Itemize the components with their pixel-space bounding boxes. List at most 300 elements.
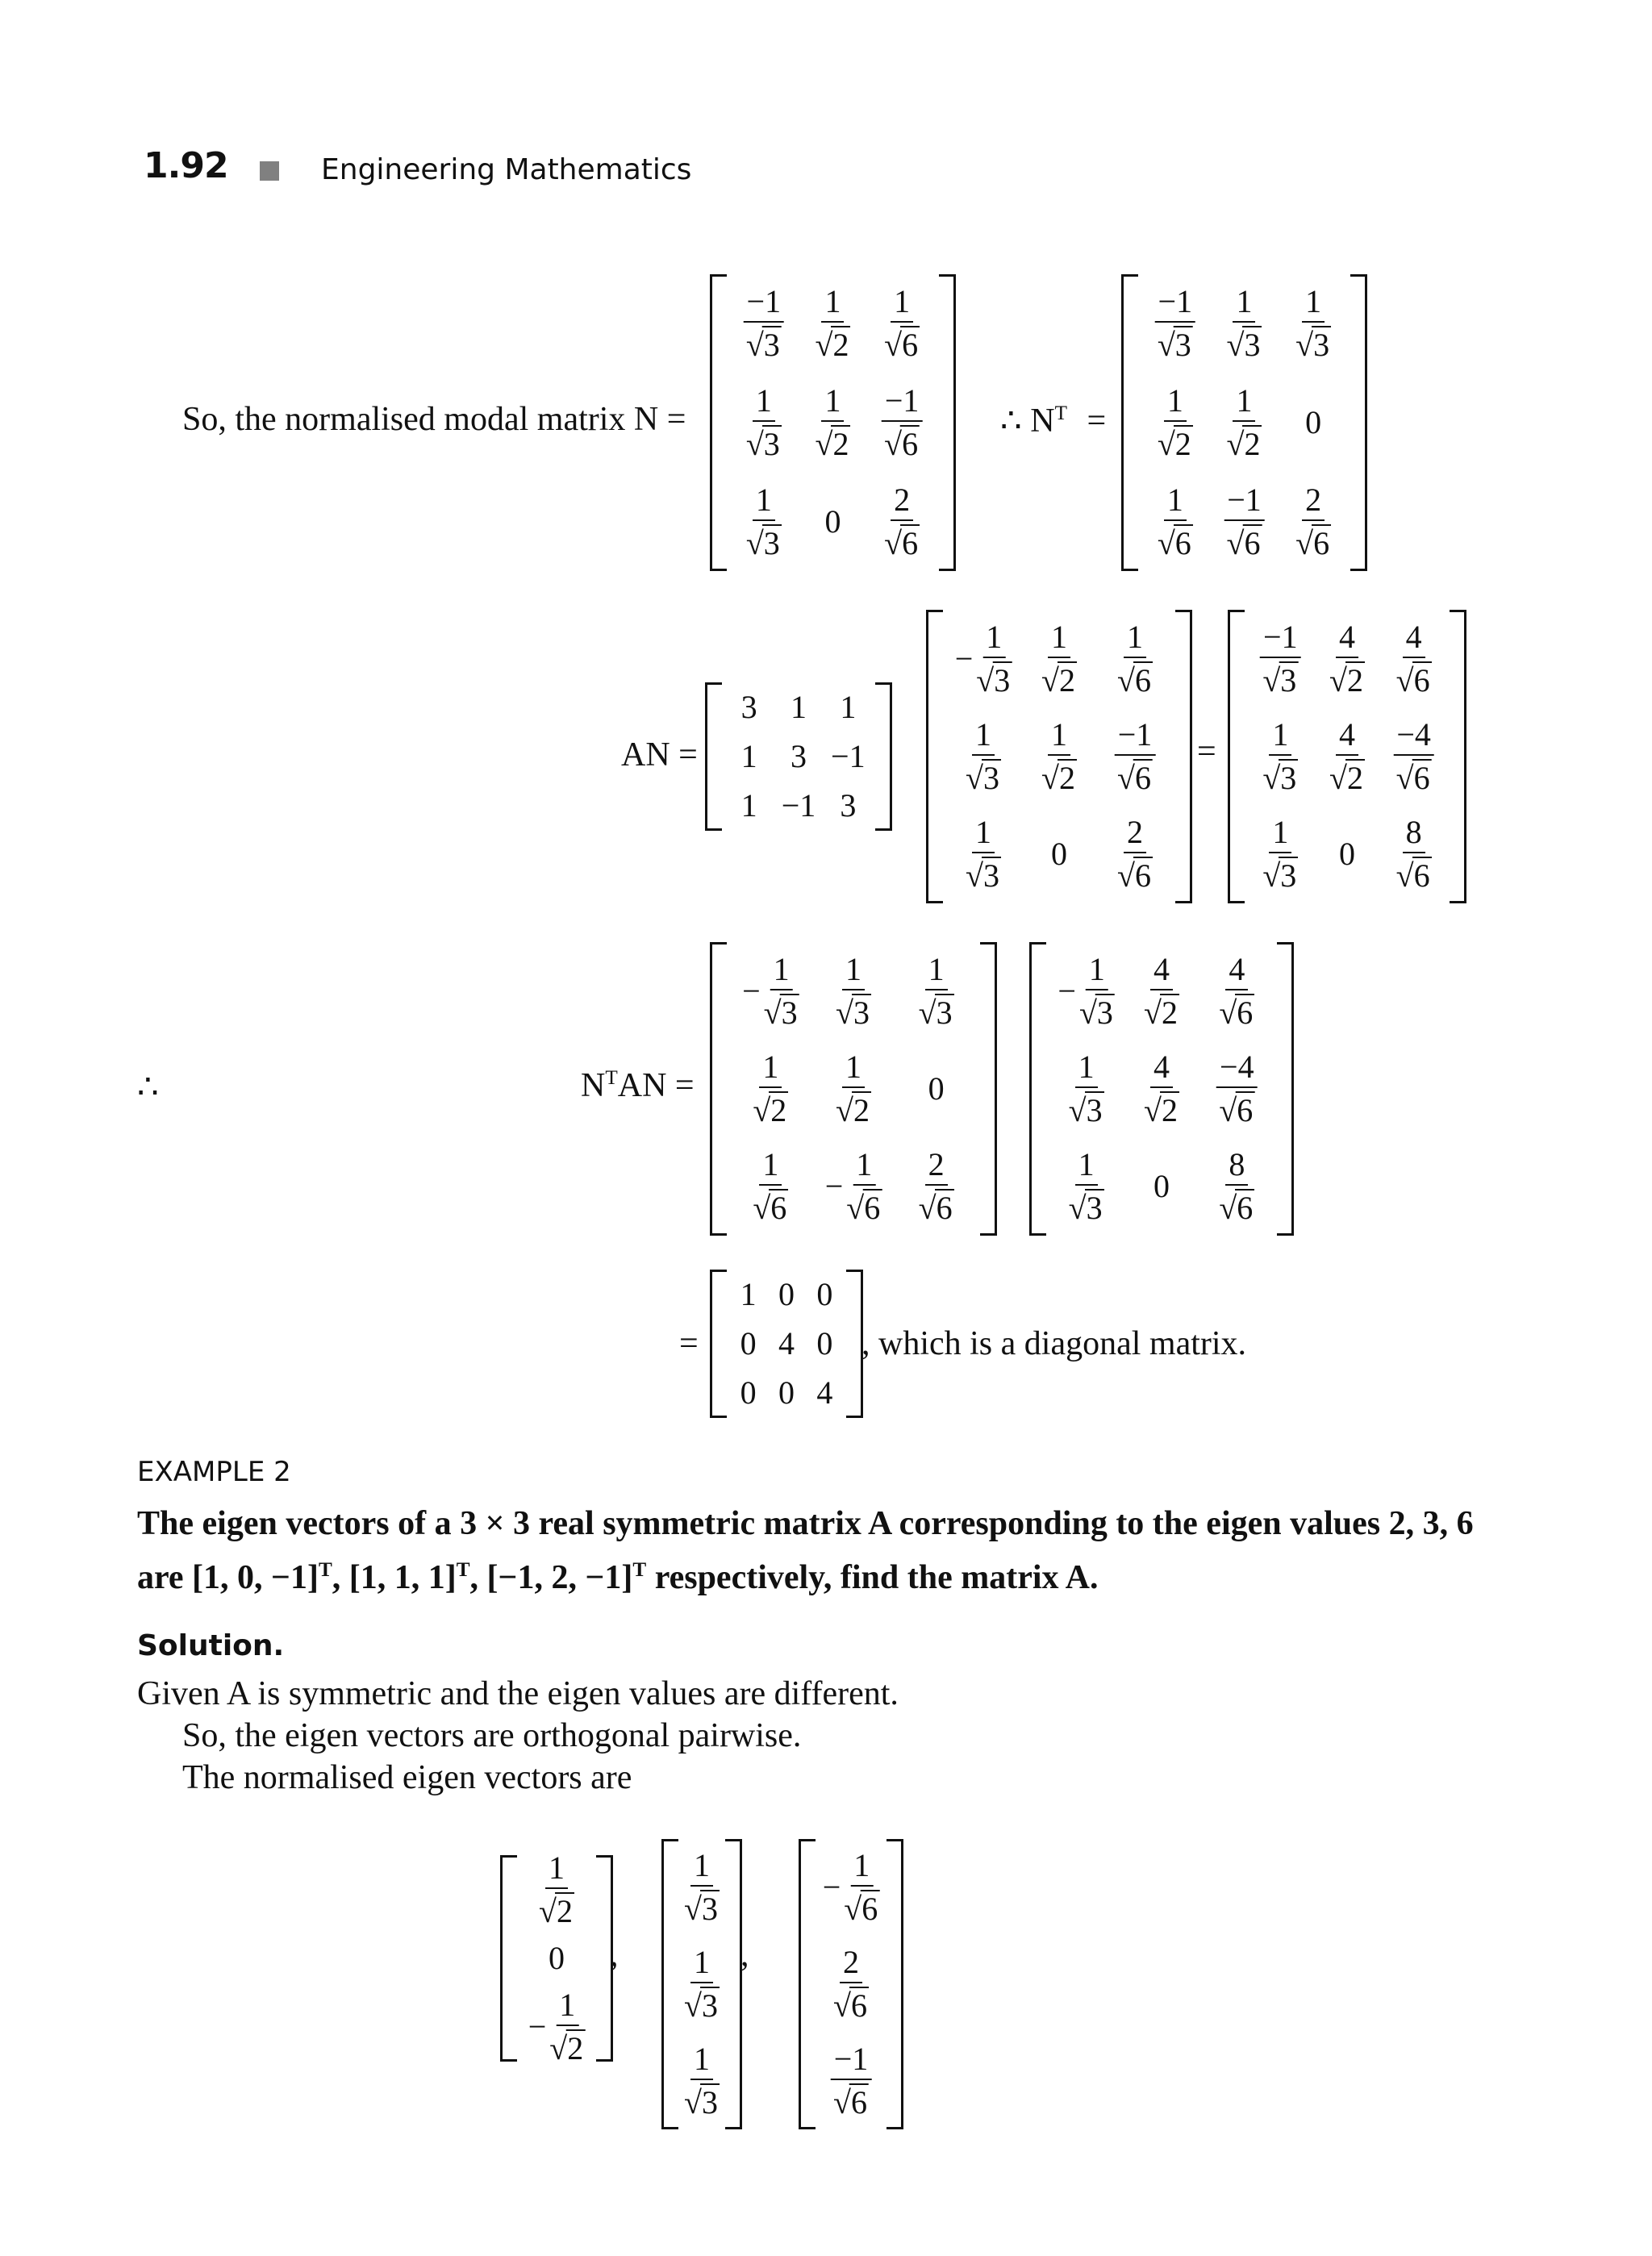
numerator: 2	[891, 484, 913, 521]
sqrt	[746, 524, 782, 560]
matrix-cell	[1226, 382, 1262, 462]
matrix-entry: 1	[740, 787, 757, 824]
matrix-cell	[831, 740, 866, 773]
sqrt	[836, 1091, 871, 1127]
denominator	[1117, 853, 1153, 892]
numerator: −1	[831, 2043, 872, 2080]
numerator: 2	[1302, 484, 1325, 521]
radicand: 3	[701, 1987, 718, 2024]
question-line-1: The eigen vectors of a 3 × 3 real symmetric matrix A corresponding to the eigen values 2, 3, 6	[137, 1505, 1474, 1542]
numerator: 1	[1302, 286, 1325, 323]
sqrt	[1262, 857, 1298, 892]
right-bracket	[939, 274, 956, 571]
sqrt	[753, 1091, 788, 1127]
denominator	[966, 756, 1001, 794]
denominator	[833, 1983, 869, 2022]
matrix-N-repeat	[926, 610, 1192, 903]
radicand: 2	[1346, 760, 1363, 796]
normalised-modal-text: So, the normalised modal matrix N =	[182, 401, 686, 438]
radical-sign: √	[884, 426, 903, 462]
right-bracket	[1175, 610, 1192, 903]
question-line-2	[137, 1547, 1541, 1601]
matrix-cell	[1216, 1051, 1258, 1127]
radicand: 6	[1237, 1092, 1254, 1128]
matrix-entry: 0	[740, 1325, 757, 1362]
sqrt	[1158, 425, 1193, 461]
radicand: 6	[1413, 857, 1430, 894]
fraction	[976, 618, 1012, 698]
radical-sign: √	[684, 1987, 702, 2024]
sqrt	[1068, 1189, 1104, 1227]
radical-sign: √	[745, 524, 764, 561]
fraction	[815, 283, 851, 364]
denominator	[1144, 990, 1179, 1029]
radical-sign: √	[753, 1092, 771, 1128]
matrix-entry	[1393, 716, 1434, 796]
radical-sign: √	[1157, 524, 1175, 561]
fraction	[1155, 283, 1196, 364]
matrix-entry	[815, 382, 851, 462]
numerator: 1	[1269, 816, 1291, 853]
numerator: 1	[842, 1051, 865, 1088]
radical-sign: √	[1329, 661, 1347, 698]
matrix-cell	[928, 1070, 945, 1107]
fraction	[1068, 1146, 1104, 1227]
matrix-cell	[824, 1146, 882, 1227]
radicand: 6	[1413, 661, 1430, 698]
matrix-cell	[1295, 481, 1331, 561]
matrix-cell	[1155, 283, 1196, 364]
matrix-cell	[833, 1946, 869, 2022]
radicand: 6	[770, 1190, 787, 1227]
radicand: 6	[1174, 524, 1191, 561]
matrix-entry	[684, 1944, 720, 2024]
matrix-entry	[824, 1146, 882, 1227]
radicand: 6	[902, 426, 919, 462]
matrix-entry	[836, 950, 871, 1031]
radical-sign: √	[846, 1190, 865, 1227]
sqrt	[549, 2029, 585, 2065]
radical-sign: √	[684, 2084, 702, 2120]
matrix-entry	[1295, 283, 1331, 364]
fraction	[1226, 382, 1262, 462]
sqrt	[1262, 661, 1298, 697]
matrix-cell	[740, 1275, 757, 1312]
matrix-entry	[1041, 618, 1077, 698]
fraction	[1262, 716, 1298, 796]
matrix-cell	[740, 1374, 757, 1412]
matrix-cell	[823, 1849, 880, 1925]
matrix-AN-result-repeat	[1029, 942, 1294, 1236]
matrix-entry: 0	[824, 502, 841, 540]
matrix-entry	[539, 1849, 574, 1929]
matrix-entry	[1068, 1146, 1104, 1227]
sqrt	[1117, 661, 1153, 697]
matrix-entry	[1219, 1146, 1254, 1227]
matrix-entry	[753, 1049, 788, 1128]
matrix-cell	[1058, 950, 1115, 1031]
matrix-cell	[840, 787, 857, 824]
radicand: 6	[1134, 661, 1151, 698]
matrix-cell	[1144, 950, 1179, 1031]
numerator: 1	[891, 286, 913, 323]
fraction	[1078, 950, 1115, 1031]
example-question	[137, 1500, 1541, 1601]
fraction	[684, 2043, 720, 2119]
radicand: 3	[982, 760, 999, 796]
radical-sign: √	[745, 426, 764, 462]
matrix-entry	[745, 481, 782, 561]
denominator	[919, 990, 954, 1029]
denominator	[815, 323, 851, 364]
radicand: 6	[1313, 524, 1330, 561]
numerator: 8	[1225, 1149, 1248, 1186]
fraction	[884, 283, 920, 364]
matrix-cell	[1117, 816, 1153, 892]
sqrt	[745, 326, 782, 364]
matrix-entry	[884, 481, 920, 561]
radicand: 2	[556, 1892, 573, 1929]
matrix-entry: 0	[816, 1275, 833, 1312]
denominator	[1396, 853, 1432, 892]
denominator	[884, 323, 920, 364]
radicand: 3	[763, 524, 780, 561]
radicand: 2	[1161, 1092, 1178, 1128]
sqrt	[919, 994, 954, 1029]
radicand: 2	[1346, 661, 1363, 698]
sqrt	[753, 1189, 788, 1227]
sqrt	[684, 1890, 720, 1925]
sqrt	[1396, 857, 1432, 892]
solution-line-2: So, the eigen vectors are orthogonal pairwise.	[182, 1717, 802, 1754]
denominator	[816, 422, 851, 461]
matrix-entry	[884, 283, 920, 364]
matrix-entry: 1	[740, 1275, 757, 1312]
matrix-cell	[1226, 283, 1262, 364]
fraction	[1262, 816, 1298, 892]
radical-sign: √	[836, 994, 853, 1031]
denominator	[1396, 756, 1432, 794]
numerator: 1	[759, 1149, 782, 1186]
numerator: 4	[1336, 621, 1358, 658]
matrix-cell	[791, 740, 807, 773]
sqrt	[1396, 759, 1432, 794]
sqrt	[833, 2083, 869, 2119]
matrix-cell	[815, 283, 851, 364]
denominator	[539, 1889, 574, 1928]
radical-sign: √	[884, 327, 903, 364]
sqrt	[918, 1189, 954, 1227]
radical-sign: √	[976, 661, 995, 698]
sqrt	[846, 1189, 882, 1227]
matrix-cell	[816, 1374, 833, 1412]
matrix-A	[705, 682, 892, 831]
matrix-cell	[1051, 836, 1067, 873]
denominator	[1226, 323, 1262, 364]
matrix-cell	[1068, 1146, 1104, 1227]
sqrt	[884, 425, 920, 461]
numerator: 1	[972, 816, 995, 853]
radicand: 2	[832, 327, 849, 364]
matrix-entry	[1216, 1049, 1258, 1128]
transpose-sup: T	[632, 1559, 647, 1581]
radical-sign: √	[1395, 857, 1414, 894]
numerator: 1	[690, 2043, 713, 2080]
fraction	[884, 481, 920, 561]
sqrt	[1219, 1091, 1254, 1127]
matrix-cell	[740, 688, 757, 725]
matrix-cell	[1115, 716, 1156, 796]
radicand: 6	[850, 1987, 867, 2024]
transpose-sup: T	[1054, 402, 1067, 424]
matrix-cell	[528, 1989, 586, 2065]
matrix-entry: 4	[816, 1374, 833, 1412]
radicand: 3	[1086, 1190, 1103, 1227]
radicand: 6	[902, 524, 919, 561]
radicand: 6	[1134, 760, 1151, 796]
radicand: 6	[1237, 1190, 1254, 1227]
fraction	[1041, 716, 1077, 796]
matrix-cell	[1144, 1051, 1179, 1127]
matrix-cell	[840, 688, 857, 725]
matrix-entry: 0	[1339, 836, 1355, 873]
denominator	[1329, 658, 1365, 697]
numerator: 1	[1164, 484, 1187, 521]
sqrt	[976, 661, 1012, 697]
matrix-cell	[778, 1275, 795, 1312]
radical-sign: √	[1144, 994, 1162, 1031]
fraction	[831, 2043, 872, 2119]
matrix-cell	[1219, 1146, 1254, 1227]
radical-sign: √	[1226, 524, 1245, 561]
numerator: 1	[1048, 719, 1070, 756]
radicand: 6	[902, 327, 919, 364]
radicand: 3	[853, 994, 870, 1031]
fraction	[833, 1946, 869, 2022]
matrix-entry: 0	[549, 1940, 565, 1976]
numerator: 1	[1086, 953, 1108, 990]
NTAN-N: N	[581, 1067, 606, 1104]
denominator	[1157, 323, 1193, 364]
denominator	[976, 658, 1012, 697]
solution-line-3: The normalised eigen vectors are	[182, 1759, 632, 1796]
matrix-NT	[1121, 274, 1367, 571]
NTAN-rest: AN =	[617, 1067, 695, 1104]
radicand: 3	[1086, 1092, 1103, 1128]
left-bracket	[1228, 610, 1245, 903]
denominator	[1158, 521, 1193, 560]
fraction	[1157, 382, 1193, 462]
transpose-sup: T	[456, 1559, 470, 1581]
matrix-entry	[833, 1944, 869, 2024]
radicand: 3	[763, 426, 780, 462]
right-bracket	[1450, 610, 1466, 903]
sqrt	[1226, 326, 1262, 364]
radical-sign: √	[1262, 661, 1281, 698]
matrix-cell	[778, 1374, 795, 1412]
denominator	[836, 990, 871, 1029]
fraction	[1329, 716, 1365, 796]
fraction	[1295, 283, 1331, 364]
fraction	[918, 1146, 954, 1227]
matrix-entry	[1295, 481, 1331, 561]
matrix-cell	[781, 787, 816, 824]
radical-sign: √	[1157, 327, 1175, 364]
radical-sign: √	[753, 1190, 771, 1227]
denominator	[1079, 990, 1115, 1029]
fraction	[1224, 481, 1265, 561]
radicand: 3	[763, 327, 780, 364]
sqrt	[1041, 759, 1077, 794]
matrix-entry	[966, 716, 1001, 796]
denominator	[1117, 756, 1153, 794]
radical-sign: √	[1068, 1190, 1087, 1227]
fraction	[966, 816, 1001, 892]
matrix-entry	[954, 618, 1012, 698]
eigen-vector-3	[799, 1839, 903, 2129]
fraction	[1144, 950, 1179, 1031]
left-bracket	[710, 274, 727, 571]
sqrt	[816, 425, 851, 461]
sqrt	[1079, 994, 1115, 1029]
matrix-AN-result	[1228, 610, 1466, 903]
radical-sign: √	[1041, 661, 1059, 698]
matrix-entry	[1395, 814, 1432, 894]
matrix-entry: −1	[781, 787, 816, 824]
radical-sign: √	[1219, 1092, 1237, 1128]
matrix-cell	[1329, 716, 1365, 796]
radical-sign: √	[1157, 426, 1175, 462]
sqrt	[1219, 994, 1254, 1029]
sqrt	[836, 994, 871, 1029]
sqrt	[1329, 759, 1365, 794]
radical-sign: √	[1117, 857, 1135, 894]
matrix-entry	[745, 382, 782, 462]
radicand: 6	[864, 1190, 881, 1227]
denominator	[1227, 422, 1262, 461]
fraction	[745, 481, 782, 561]
numerator: 4	[1150, 1051, 1173, 1088]
radical-sign: √	[918, 994, 937, 1031]
radicand: 3	[1280, 857, 1297, 894]
radical-sign: √	[1295, 327, 1314, 364]
fraction	[836, 1051, 871, 1127]
sqrt	[684, 1987, 720, 2022]
minus-sign: −	[528, 2008, 547, 2045]
fraction	[1219, 950, 1254, 1031]
fraction	[1069, 1051, 1104, 1127]
matrix-entry: 3	[791, 738, 807, 774]
matrix-entry	[1058, 950, 1115, 1031]
radical-sign: √	[1395, 760, 1414, 796]
matrix-cell	[549, 1942, 565, 1975]
numerator: 1	[821, 385, 844, 422]
denominator	[753, 1088, 788, 1127]
numerator: 2	[925, 1149, 948, 1186]
numerator: 1	[690, 1946, 713, 1983]
matrix-cell	[740, 1325, 757, 1362]
minus-sign: −	[742, 972, 761, 1009]
numerator: 1	[842, 953, 865, 990]
left-bracket	[1029, 942, 1046, 1236]
radicand: 3	[1313, 327, 1330, 364]
numerator: −4	[1216, 1051, 1258, 1088]
matrix-cell	[1339, 836, 1355, 873]
matrix-cell	[836, 1051, 871, 1127]
radicand: 3	[994, 661, 1011, 698]
fraction	[753, 1146, 788, 1227]
numerator: 1	[545, 1852, 568, 1889]
matrix-cell	[1329, 618, 1365, 698]
denominator	[1158, 422, 1193, 461]
matrix-cell	[831, 2043, 872, 2119]
numerator: 1	[1048, 621, 1070, 658]
therefore-symbol: ∴	[137, 1069, 159, 1106]
sqrt	[1329, 661, 1365, 697]
sqrt	[684, 2083, 720, 2119]
fraction	[966, 716, 1001, 796]
numerator: 1	[556, 1989, 578, 2026]
sqrt	[844, 1890, 879, 1925]
numerator: −4	[1393, 719, 1434, 756]
left-bracket	[710, 1270, 727, 1418]
matrix-entry: 4	[778, 1325, 795, 1362]
matrix-entry	[822, 1847, 880, 1927]
radicand: 2	[853, 1092, 870, 1128]
matrix-entry	[1115, 716, 1156, 796]
matrix-cell	[1041, 618, 1077, 698]
fraction	[836, 950, 871, 1031]
matrix-cell	[745, 382, 782, 462]
radical-sign: √	[1395, 661, 1414, 698]
matrix-entry: 0	[1153, 1168, 1170, 1205]
diagonal-matrix-text: , which is a diagonal matrix.	[861, 1325, 1247, 1362]
sqrt	[1117, 857, 1153, 892]
matrix-cell	[753, 1051, 788, 1127]
radical-sign: √	[1226, 426, 1245, 462]
radical-sign: √	[1117, 760, 1135, 796]
numerator: 2	[1124, 816, 1146, 853]
denominator	[684, 1887, 720, 1925]
radicand: 2	[1174, 426, 1191, 462]
matrix-cell	[742, 950, 799, 1031]
matrix-cell	[1219, 950, 1254, 1031]
matrix-cell	[836, 950, 871, 1031]
matrix-entry	[1144, 1049, 1179, 1128]
radical-sign: √	[833, 1987, 851, 2024]
sqrt	[539, 1892, 574, 1928]
numerator: 1	[1164, 385, 1187, 422]
sqrt	[1227, 524, 1262, 560]
denominator	[1068, 1186, 1104, 1227]
matrix-entry	[1219, 950, 1254, 1031]
q-vec3: , [−1, 2, −1]	[469, 1559, 633, 1596]
matrix-cell	[1117, 618, 1153, 698]
denominator	[1262, 658, 1298, 697]
sqrt	[1144, 1091, 1179, 1127]
sqrt	[1117, 759, 1153, 794]
radicand: 6	[1134, 857, 1151, 894]
denominator	[1329, 756, 1365, 794]
right-bracket	[846, 1270, 863, 1418]
radical-sign: √	[884, 524, 903, 561]
denominator	[1041, 756, 1077, 794]
matrix-entry: 0	[778, 1374, 795, 1412]
numerator: −1	[1224, 484, 1265, 521]
radical-sign: √	[918, 1190, 937, 1227]
sqrt	[966, 759, 1001, 794]
matrix-entry	[1395, 618, 1432, 698]
